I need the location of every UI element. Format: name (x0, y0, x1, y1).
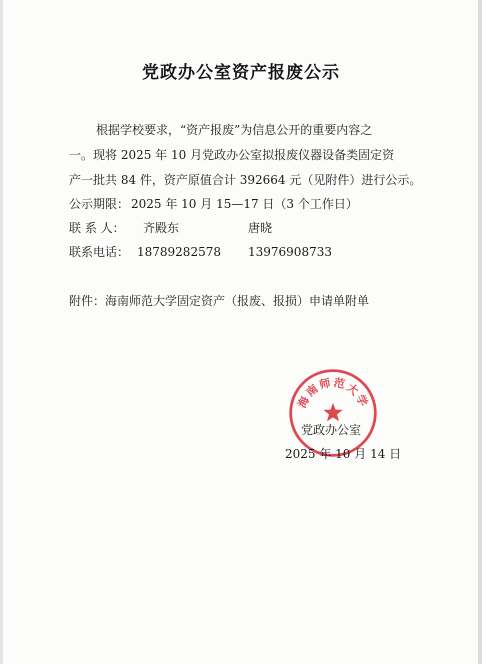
phone-number-1: 18789282578 (137, 245, 221, 259)
phone-number-2: 13976908733 (248, 245, 332, 259)
scan-edge-left (0, 0, 3, 664)
contact-label: 联 系 人： (69, 221, 125, 235)
contact-name-2: 唐晓 (248, 221, 273, 235)
signature-office: 党政办公室 (301, 423, 362, 437)
contact-name-1: 齐殿东 (143, 221, 180, 235)
signature-date: 2025 年 10 月 14 日 (285, 447, 402, 461)
scan-edge-right (478, 0, 482, 664)
period-value: 2025 年 10 月 15—17 日（3 个工作日） (131, 197, 358, 211)
body-line-3: 产一批共 84 件，资产原值合计 392664 元（见附件）进行公示。 (69, 173, 422, 187)
body-line-1: 根据学校要求，“资产报废”为信息公开的重要内容之 (96, 123, 373, 137)
official-seal-icon (287, 367, 379, 459)
body-line-2: 一。现将 2025 年 10 月党政办公室拟报废仪器设备类固定资 (69, 148, 395, 162)
attachment-line: 附件：海南师范大学固定资产（报废、报损）申请单附单 (69, 294, 370, 308)
phone-label: 联系电话： (69, 245, 130, 259)
period-label: 公示期限： (69, 197, 130, 211)
seal-text: 海南师范大学 (295, 376, 371, 410)
document-title: 党政办公室资产报废公示 (142, 63, 340, 83)
